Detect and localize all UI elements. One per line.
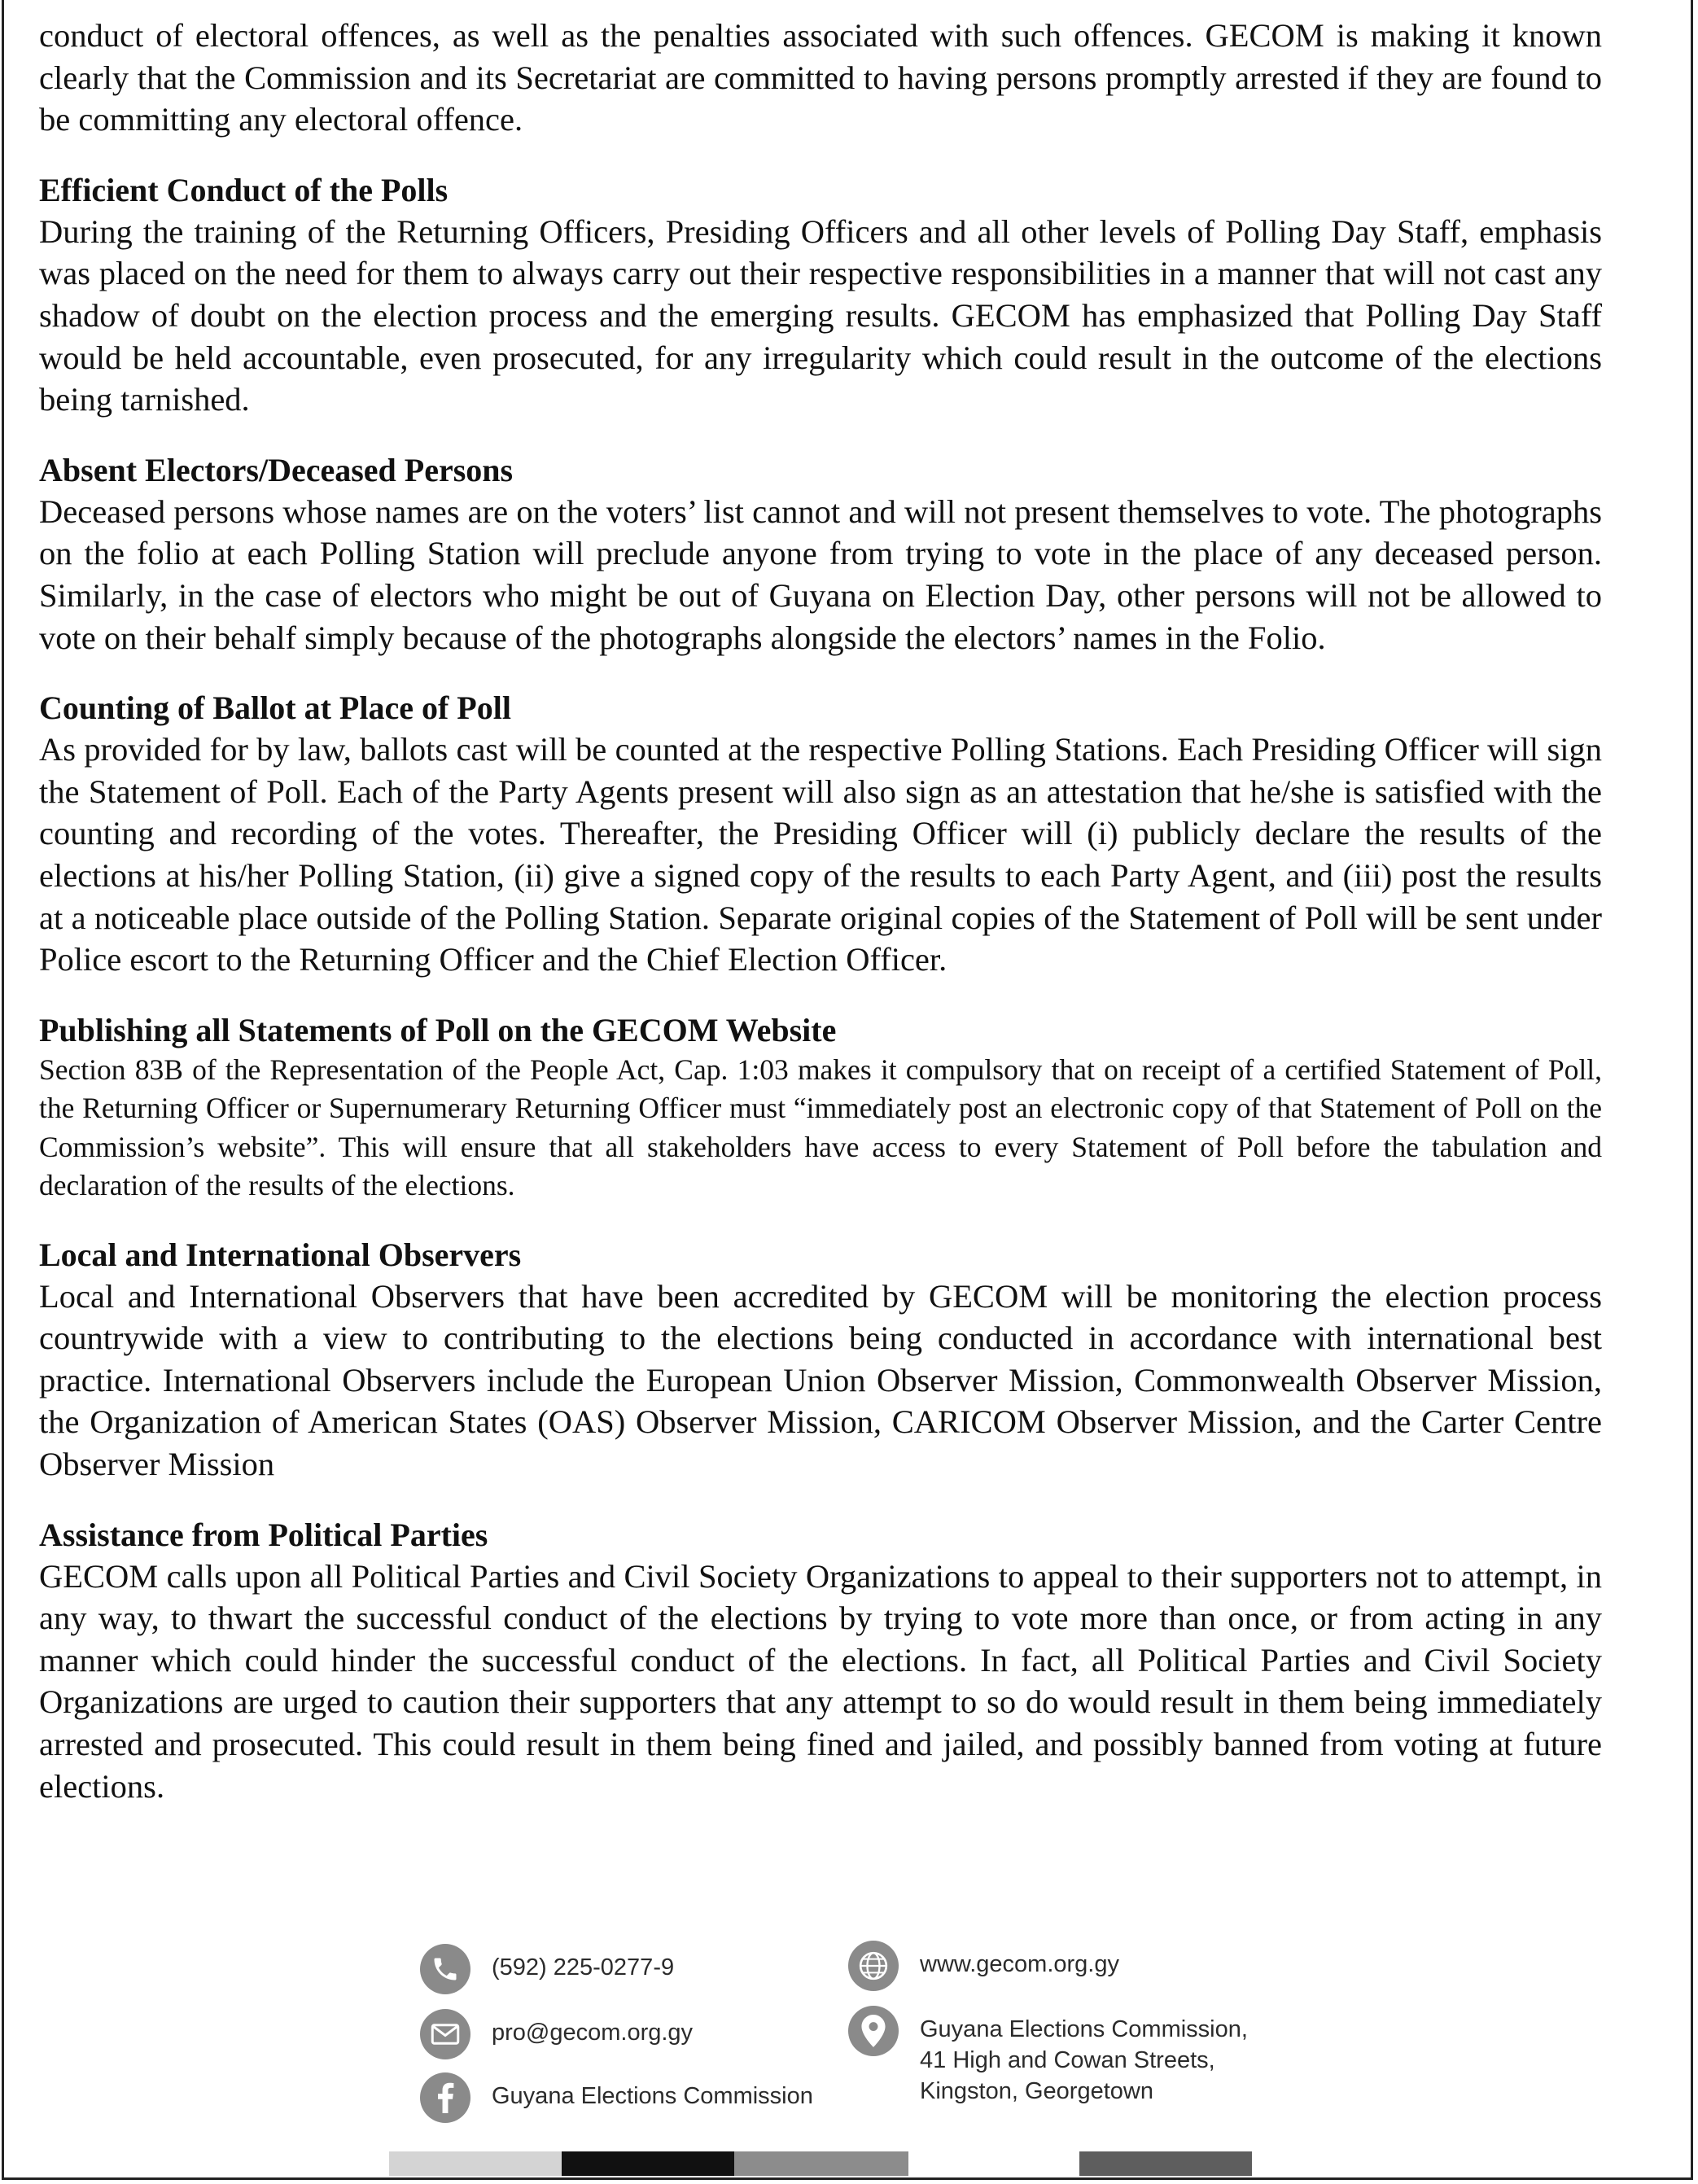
- contact-website: [848, 1941, 1119, 1991]
- section-paragraph: Section 83B of the Representation of the People Act, Cap. 1:03 makes it compulsory that on receipt of a certified Statement of Poll, the Returning Officer or Supernumerary Returning Officer must “immediately post an electronic copy of that Statement of Poll on the Commission’s website”. This will ensure that all stakeholders have access to every Statement of Poll before the tabulation and declaration of the results of the elections.: [39, 1053, 1602, 1202]
- section-heading: Efficient Conduct of the Polls: [39, 171, 449, 208]
- contact-facebook: [420, 2072, 813, 2123]
- contact-footer: [0, 1929, 1698, 2125]
- section-publishing-statements: [39, 1010, 1602, 1206]
- section-observers: [39, 1235, 1602, 1486]
- contact-address: [848, 2006, 1248, 2107]
- article-body: [39, 15, 1602, 1807]
- decorative-bar-mid: [734, 2151, 908, 2176]
- facebook-icon: [420, 2072, 470, 2123]
- section-counting-ballot: [39, 688, 1602, 981]
- website-link[interactable]: www.gecom.org.gy: [920, 1951, 1119, 1977]
- section-absent-electors: [39, 450, 1602, 659]
- section-paragraph: GECOM calls upon all Political Parties and Civil Society Organizations to appeal to their supporters not to attempt, in any way, to thwart the successful conduct of the elections by trying to vote more than once, or from acting in any manner which could hinder the successful conduct of the elections. In fact, all Political Parties and Civil Society Organizations are urged to caution their supporters that any attempt to so do would result in them being immediately arrested and prosecuted. This could result in them being fined and jailed, and possibly banned from voting at future elections.: [39, 1557, 1602, 1805]
- phone-number[interactable]: (592) 225-0277-9: [492, 1954, 675, 1980]
- section-paragraph: During the training of the Returning Officers, Presiding Officers and all other levels of Polling Day Staff, emphasis was placed on the need for them to always carry out their respective responsibilities in a manner that will not cast any shadow of doubt on the election process and the emerging results. GECOM has emphasized that Polling Day Staff would be held accountable, even prosecuted, for any irregularity which could result in the outcome of the elections being tarnished.: [39, 212, 1602, 418]
- section-heading: Assistance from Political Parties: [39, 1516, 488, 1553]
- section-paragraph: As provided for by law, ballots cast will be counted at the respective Polling Stations. Each Presiding Officer will sign the Statement of Poll. Each of the Party Agents present will also sign as an attestation that he/she is satisfied with the counting and recording of the votes. Thereafter, the Presiding Officer will (i) publicly declare the results of the elections at his/her Polling Station, (ii) give a signed copy of the results to each Party Agent, and (iii) post the results at a noticeable place outside of the Polling Station. Separate original copies of the Statement of Poll will be sent under Police escort to the Returning Officer and the Chief Election Officer.: [39, 731, 1602, 978]
- section-heading: Local and International Observers: [39, 1236, 522, 1273]
- decorative-bar-dark: [1079, 2151, 1252, 2176]
- mail-icon: [420, 2009, 470, 2059]
- facebook-page[interactable]: Guyana Elections Commission: [492, 2083, 813, 2109]
- address-line: Guyana Elections Commission,: [920, 2016, 1248, 2042]
- section-paragraph: Local and International Observers that have been accredited by GECOM will be monitoring the election process countrywide with a view to contributing to the elections being conducted in accordance with international best practice. International Observers include the European Union Observer Mission, Commonwealth Observer Mission, the Organization of American States (OAS) Observer Mission, CARICOM Observer Mission, and the Carter Centre Observer Mission: [39, 1277, 1602, 1483]
- section-political-parties: [39, 1515, 1602, 1808]
- section-paragraph: Deceased persons whose names are on the voters’ list cannot and will not present themselves to vote. The photographs on the folio at each Polling Station will preclude anyone from trying to vote in the place of any deceased person. Similarly, in the case of electors who might be out of Guyana on Election Day, other persons will not be allowed to vote on their behalf simply because of the photographs alongside the electors’ names in the Folio.: [39, 492, 1602, 656]
- contact-email: [420, 2009, 693, 2059]
- section-heading: Absent Electors/Deceased Persons: [39, 451, 514, 488]
- email-address[interactable]: pro@gecom.org.gy: [492, 2020, 694, 2046]
- intro-paragraph: conduct of electoral offences, as well as the penalties associated with such offences. GECOM is making it known clearly that the Commission and its Secretariat are committed to having persons promptly arrested if they are found to be committing any electoral offence.: [39, 17, 1602, 138]
- phone-icon: [420, 1944, 470, 1994]
- decorative-bar-light: [389, 2151, 562, 2176]
- contact-phone: [420, 1944, 674, 1994]
- section-heading: Counting of Ballot at Place of Poll: [39, 689, 511, 727]
- section-heading: Publishing all Statements of Poll on the GECOM Website: [39, 1011, 837, 1048]
- postal-address: [920, 2006, 1248, 2107]
- location-pin-icon: [848, 2006, 899, 2056]
- address-line: Kingston, Georgetown: [920, 2078, 1153, 2104]
- decorative-bar-black: [562, 2151, 734, 2176]
- address-line: 41 High and Cowan Streets,: [920, 2047, 1215, 2073]
- section-efficient-conduct: [39, 170, 1602, 421]
- globe-icon: [848, 1941, 899, 1991]
